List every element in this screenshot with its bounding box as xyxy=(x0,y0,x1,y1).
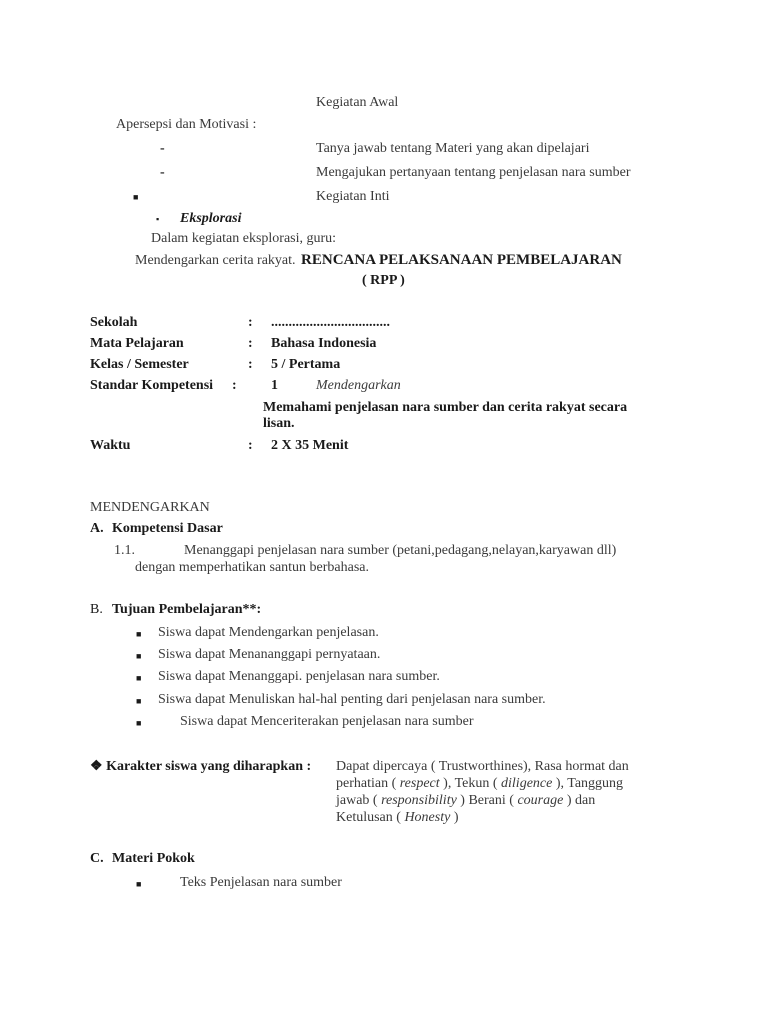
karakter-line-3: jawab ( responsibility ) Berani ( courage ) dan xyxy=(336,793,596,808)
tujuan-title: Tujuan Pembelajaran**: xyxy=(112,602,262,617)
kompetensi-letter: A. xyxy=(90,521,104,536)
square-bullet-icon: ■ xyxy=(136,629,142,639)
tujuan-letter: B. xyxy=(90,602,103,617)
rpp-title: RENCANA PELAKSANAAN PEMBELAJARAN xyxy=(301,252,622,268)
tujuan-item-4: Siswa dapat Menuliskan hal-hal penting dari penjelasan nara sumber. xyxy=(158,692,546,707)
colon: : xyxy=(248,336,253,351)
kegiatan-awal: Kegiatan Awal xyxy=(316,95,399,110)
colon: : xyxy=(248,438,253,453)
square-bullet-icon: ■ xyxy=(136,718,142,728)
kompetensi-text-2: dengan memperhatikan santun berbahasa. xyxy=(135,560,370,575)
colon: : xyxy=(248,357,253,372)
waktu-label: Waktu xyxy=(90,438,131,453)
sk-value: Mendengarkan xyxy=(316,378,401,393)
apersepsi-label: Apersepsi dan Motivasi : xyxy=(116,117,257,132)
karakter-line-4: Ketulusan ( Honesty ) xyxy=(336,810,459,825)
kelas-label: Kelas / Semester xyxy=(90,357,189,372)
rpp-abbr: ( RPP ) xyxy=(362,273,405,288)
tujuan-item-1: Siswa dapat Mendengarkan penjelasan. xyxy=(158,625,379,640)
tujuan-item-2: Siswa dapat Menananggapi pernyataan. xyxy=(158,647,381,662)
materi-title: Materi Pokok xyxy=(112,851,195,866)
kompetensi-title: Kompetensi Dasar xyxy=(112,521,223,536)
eksplorasi-heading: Eksplorasi xyxy=(180,211,242,226)
kompetensi-number: 1.1. xyxy=(114,543,135,558)
mapel-value: Bahasa Indonesia xyxy=(271,336,377,351)
tujuan-item-5: Siswa dapat Menceriterakan penjelasan nara sumber xyxy=(180,714,474,729)
small-square-bullet-icon: ▪ xyxy=(156,214,160,224)
sekolah-value: .................................. xyxy=(271,315,390,330)
dash-item-1: Tanya jawab tentang Materi yang akan dipelajari xyxy=(316,141,590,156)
dalam-kegiatan: Dalam kegiatan eksplorasi, guru: xyxy=(151,231,337,246)
dash-item-2: Mengajukan pertanyaan tentang penjelasan nara sumber xyxy=(316,165,631,180)
tujuan-item-3: Siswa dapat Menanggapi. penjelasan nara sumber. xyxy=(158,669,440,684)
mendengarkan-cerita: Mendengarkan cerita rakyat. xyxy=(135,253,296,268)
section-heading: MENDENGARKAN xyxy=(90,500,210,515)
kelas-value: 5 / Pertama xyxy=(271,357,341,372)
materi-letter: C. xyxy=(90,851,104,866)
square-bullet-icon: ■ xyxy=(133,192,139,202)
square-bullet-icon: ■ xyxy=(136,879,142,889)
dash-bullet-2: - xyxy=(160,165,165,180)
materi-item: Teks Penjelasan nara sumber xyxy=(180,875,342,890)
dash-bullet-1: - xyxy=(160,141,165,156)
sekolah-label: Sekolah xyxy=(90,315,138,330)
mapel-label: Mata Pelajaran xyxy=(90,336,184,351)
sk-desc-2: lisan. xyxy=(263,416,295,431)
colon: : xyxy=(232,378,237,393)
square-bullet-icon: ■ xyxy=(136,651,142,661)
square-bullet-icon: ■ xyxy=(136,696,142,706)
sk-desc-1: Memahami penjelasan nara sumber dan cerita rakyat secara xyxy=(263,400,628,415)
sk-number: 1 xyxy=(271,378,278,393)
kompetensi-text-1: Menanggapi penjelasan nara sumber (petani,pedagang,nelayan,karyawan dll) xyxy=(184,543,617,558)
diamond-bullet-icon: ❖ xyxy=(90,759,103,774)
kegiatan-inti: Kegiatan Inti xyxy=(316,189,390,204)
square-bullet-icon: ■ xyxy=(136,673,142,683)
sk-label: Standar Kompetensi xyxy=(90,378,214,393)
colon: : xyxy=(248,315,253,330)
karakter-line-2: perhatian ( respect ), Tekun ( diligence ), Tanggung xyxy=(336,776,624,791)
karakter-line-1: Dapat dipercaya ( Trustworthines), Rasa hormat dan xyxy=(336,759,629,774)
karakter-label: Karakter siswa yang diharapkan : xyxy=(106,759,312,774)
waktu-value: 2 X 35 Menit xyxy=(271,438,349,453)
